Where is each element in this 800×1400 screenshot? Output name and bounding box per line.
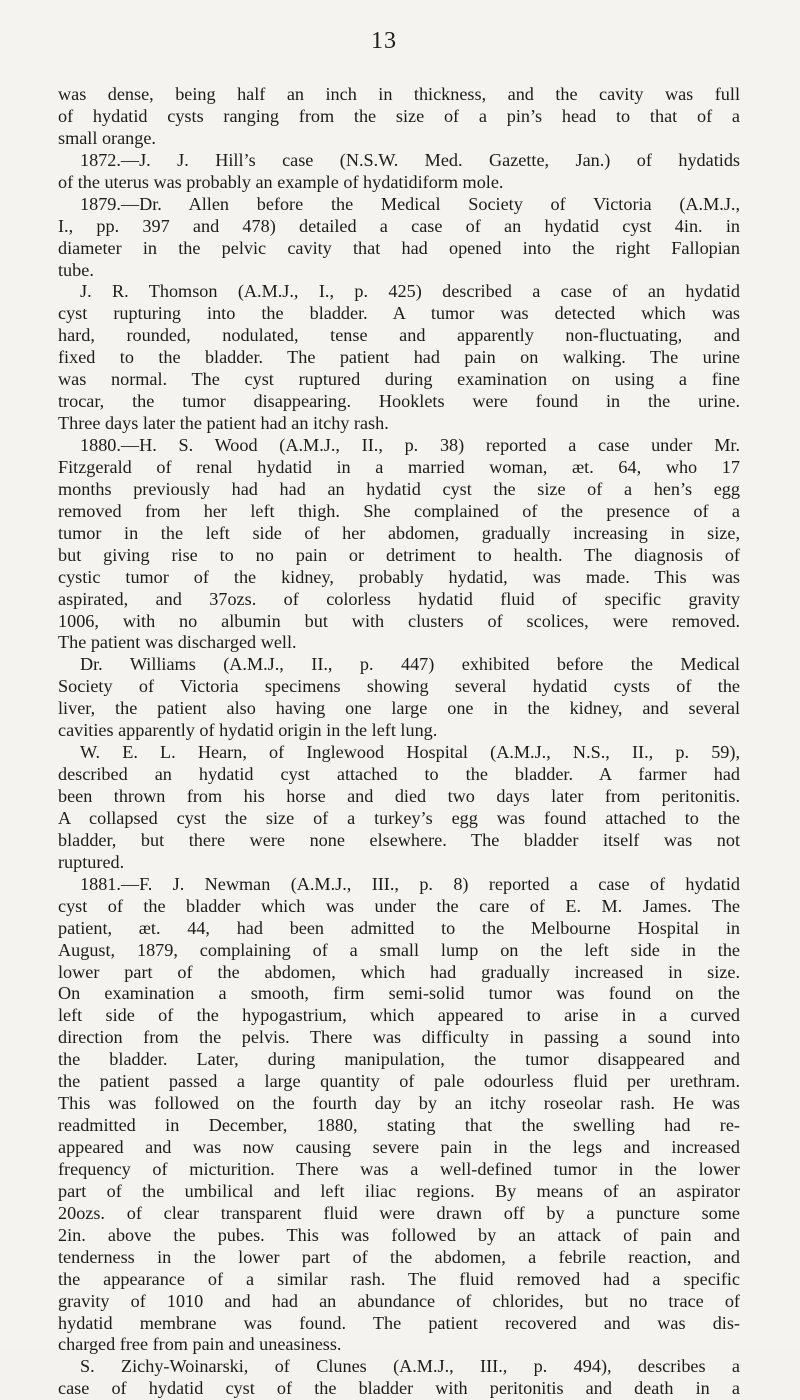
text-line: 1881.—F. J. Newman (A.M.J., III., p. 8) reported a case of hydatid	[80, 873, 740, 894]
text-line: but giving rise to no pain or detriment to health. The diagnosis of	[58, 544, 740, 565]
text-line: aspirated, and 37ozs. of colorless hydatid fluid of specific gravity	[58, 588, 740, 609]
text-line: cystic tumor of the kidney, probably hydatid, was made. This was	[58, 566, 740, 587]
text-line: charged free from pain and uneasiness.	[58, 1334, 342, 1355]
text-line: On examination a smooth, firm semi-solid tumor was found on the	[58, 983, 740, 1004]
text-line: diameter in the pelvic cavity that had opened into the right Fallopian	[58, 237, 740, 258]
text-line: was normal. The cyst ruptured during examination on using a fine	[58, 369, 740, 390]
page-number: 13	[371, 28, 397, 54]
text-line: This was followed on the fourth day by an itchy roseolar rash. He was	[58, 1093, 740, 1114]
text-line: part of the umbilical and left iliac regions. By means of an aspirator	[58, 1180, 740, 1201]
text-line: case of hydatid cyst of the bladder with peritonitis and death in a	[58, 1378, 740, 1399]
text-line: 20ozs. of clear transparent fluid were drawn off by a puncture some	[58, 1202, 740, 1223]
text-line: Dr. Williams (A.M.J., II., p. 447) exhibited before the Medical	[80, 654, 740, 675]
text-line: the bladder. Later, during manipulation, the tumor disappeared and	[58, 1049, 740, 1070]
text-line: bladder, but there were none elsewhere. The bladder itself was not	[58, 829, 740, 850]
text-line: Three days later the patient had an itchy rash.	[58, 413, 389, 434]
text-line: of the uterus was probably an example of hydatidiform mole.	[58, 171, 504, 192]
text-line: 1880.—H. S. Wood (A.M.J., II., p. 38) reported a case under Mr.	[80, 435, 740, 455]
text-line: 1879.—Dr. Allen before the Medical Society of Victoria (A.M.J.,	[80, 193, 740, 214]
text-line: frequency of micturition. There was a well-defined tumor in the lower	[58, 1158, 740, 1179]
text-line: lower part of the abdomen, which had gradually increased in size.	[58, 961, 740, 982]
text-line: A collapsed cyst the size of a turkey’s egg was found attached to the	[58, 807, 740, 828]
text-line: the patient passed a large quantity of pale odourless fluid per urethram.	[58, 1071, 740, 1092]
text-line: described an hydatid cyst attached to the bladder. A farmer had	[58, 764, 740, 785]
text-line: J. R. Thomson (A.M.J., I., p. 425) described a case of an hydatid	[80, 281, 740, 302]
text-line: cavities apparently of hydatid origin in the left lung.	[58, 720, 438, 741]
text-line: small orange.	[58, 127, 156, 148]
text-line: was dense, being half an inch in thickness, and the cavity was full	[58, 84, 740, 104]
text-line: ruptured.	[58, 851, 125, 872]
text-line: fixed to the bladder. The patient had pain on walking. The urine	[58, 347, 740, 368]
text-line: Society of Victoria specimens showing several hydatid cysts of the	[58, 676, 740, 697]
body-text	[58, 84, 740, 1400]
text-line: I., pp. 397 and 478) detailed a case of an hydatid cyst 4in. in	[58, 215, 740, 236]
text-line: August, 1879, complaining of a small lump on the left side in the	[58, 939, 740, 960]
text-line: liver, the patient also having one large one in the kidney, and several	[58, 698, 740, 719]
text-line: been thrown from his horse and died two days later from peritonitis.	[58, 786, 740, 806]
text-line: cyst rupturing into the bladder. A tumor was detected which was	[58, 303, 740, 324]
text-line: tenderness in the lower part of the abdomen, a febrile reaction, and	[58, 1246, 740, 1267]
text-line: left side of the hypogastrium, which appeared to arise in a curved	[58, 1005, 740, 1026]
text-line: 1006, with no albumin but with clusters of scolices, were removed.	[58, 610, 740, 631]
text-line: The patient was discharged well.	[58, 632, 297, 653]
text-line: patient, æt. 44, had been admitted to the Melbourne Hospital in	[58, 917, 740, 938]
text-line: cyst of the bladder which was under the care of E. M. James. The	[58, 895, 740, 916]
text-line: Fitzgerald of renal hydatid in a married woman, æt. 64, who 17	[58, 456, 740, 477]
text-line: the appearance of a similar rash. The fluid removed had a specific	[58, 1268, 740, 1289]
text-line: gravity of 1010 and had an abundance of chlorides, but no trace of	[58, 1290, 740, 1311]
text-line: months previously had had an hydatid cyst the size of a hen’s egg	[58, 478, 740, 499]
text-line: hydatid membrane was found. The patient recovered and was dis-	[58, 1312, 740, 1333]
text-line: 1872.—J. J. Hill’s case (N.S.W. Med. Gazette, Jan.) of hydatids	[80, 149, 740, 170]
text-line: tumor in the left side of her abdomen, gradually increasing in size,	[58, 522, 740, 543]
text-line: W. E. L. Hearn, of Inglewood Hospital (A.M.J., N.S., II., p. 59),	[80, 742, 740, 763]
text-line: tube.	[58, 259, 94, 280]
text-line: direction from the pelvis. There was difficulty in passing a sound into	[58, 1027, 740, 1048]
text-line: hard, rounded, nodulated, tense and apparently non-fluctuating, and	[58, 325, 740, 346]
text-line: trocar, the tumor disappearing. Hooklets were found in the urine.	[58, 391, 740, 412]
text-line: S. Zichy-Woinarski, of Clunes (A.M.J., III., p. 494), describes a	[80, 1356, 740, 1377]
text-line: readmitted in December, 1880, stating that the swelling had re-	[58, 1115, 740, 1136]
text-line: of hydatid cysts ranging from the size of a pin’s head to that of a	[58, 105, 740, 126]
text-line: 2in. above the pubes. This was followed by an attack of pain and	[58, 1224, 740, 1245]
text-line: appeared and was now causing severe pain in the legs and increased	[58, 1137, 740, 1157]
text-line: removed from her left thigh. She complained of the presence of a	[58, 500, 740, 521]
